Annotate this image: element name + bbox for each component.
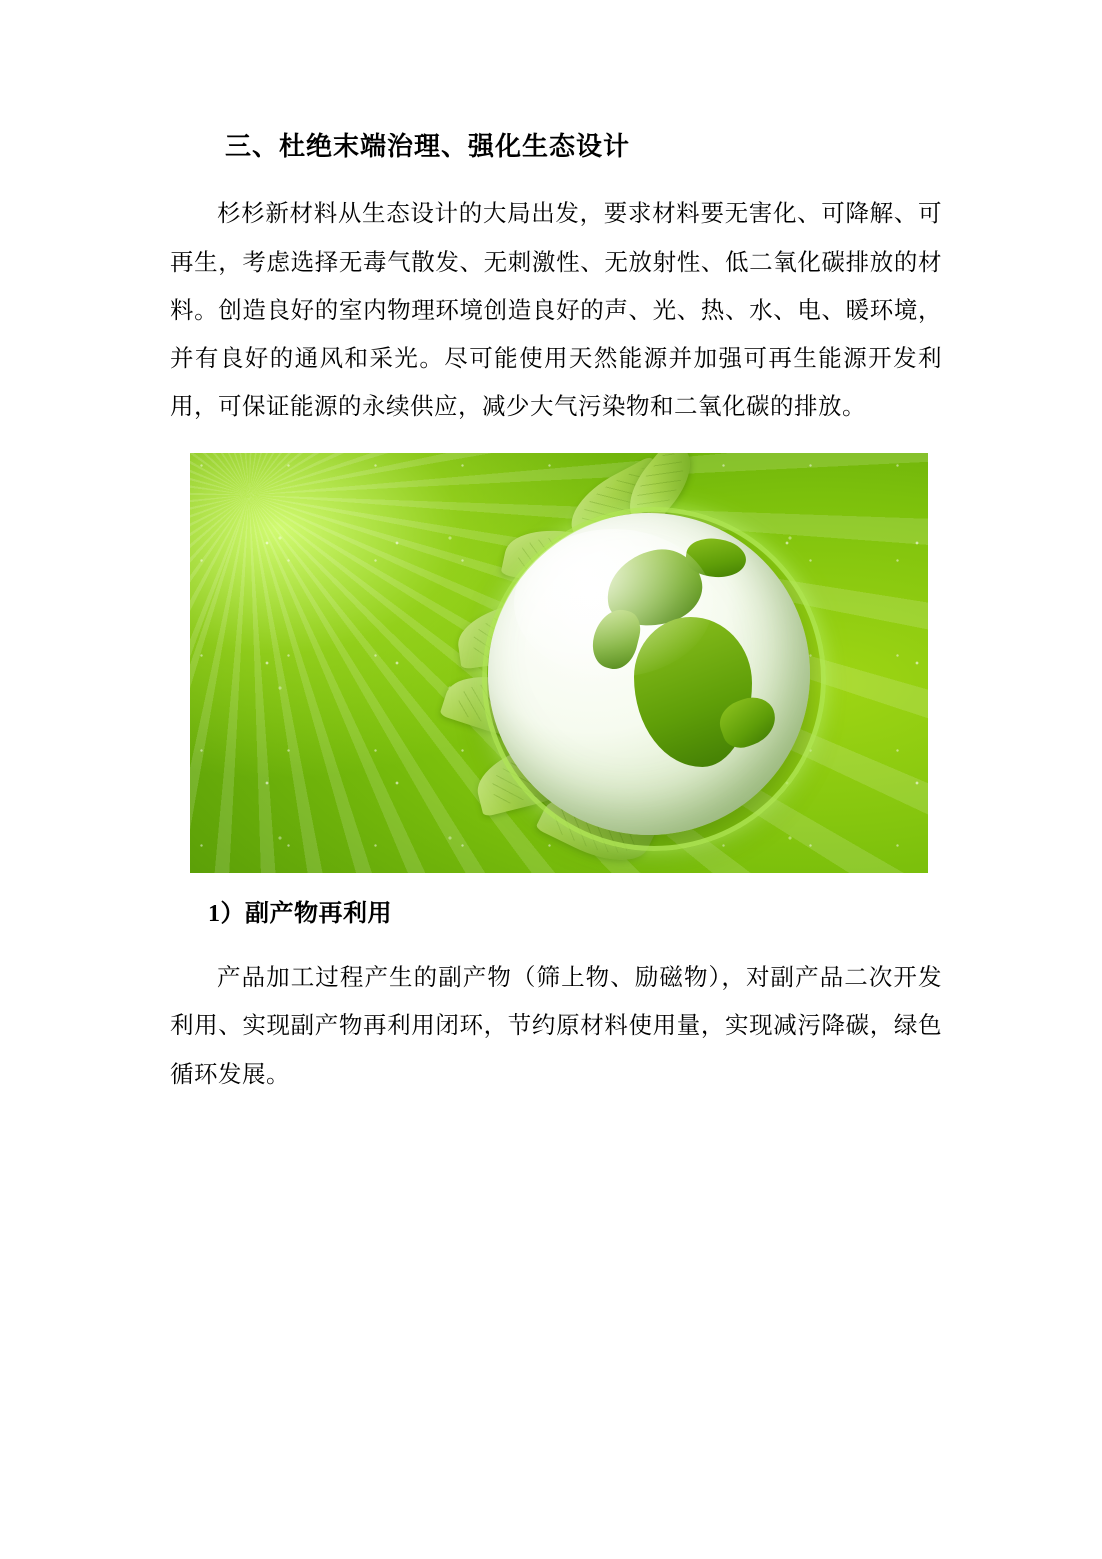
sub-heading-byproduct-reuse: 1）副产物再利用	[208, 901, 392, 928]
paragraph-intro: 杉杉新材料从生态设计的大局出发，要求材料要无害化、可降解、可再生，考虑选择无毒气散发、无刺激性、无放射性、低二氧化碳排放的材料。创造良好的室内物理环境创造良好的声、光、热、水、电、暖环境，并有良好的通风和采光。尽可能使用天然能源并加强可再生能源开发利用，可保证能源的永续供应，减少大气污染物和二氧化碳的排放。	[170, 201, 942, 421]
section-heading: 三、杜绝末端治理、强化生态设计	[225, 131, 631, 161]
earth-globe	[488, 513, 810, 835]
globe-highlight	[514, 529, 714, 677]
paragraph-byproduct-reuse: 产品加工过程产生的副产物（筛上物、励磁物），对副产品二次开发利用、实现副产物再利用闭环，节约原材料使用量，实现减污降碳，绿色循环发展。	[170, 965, 942, 1088]
figure-green-earth	[190, 453, 928, 873]
